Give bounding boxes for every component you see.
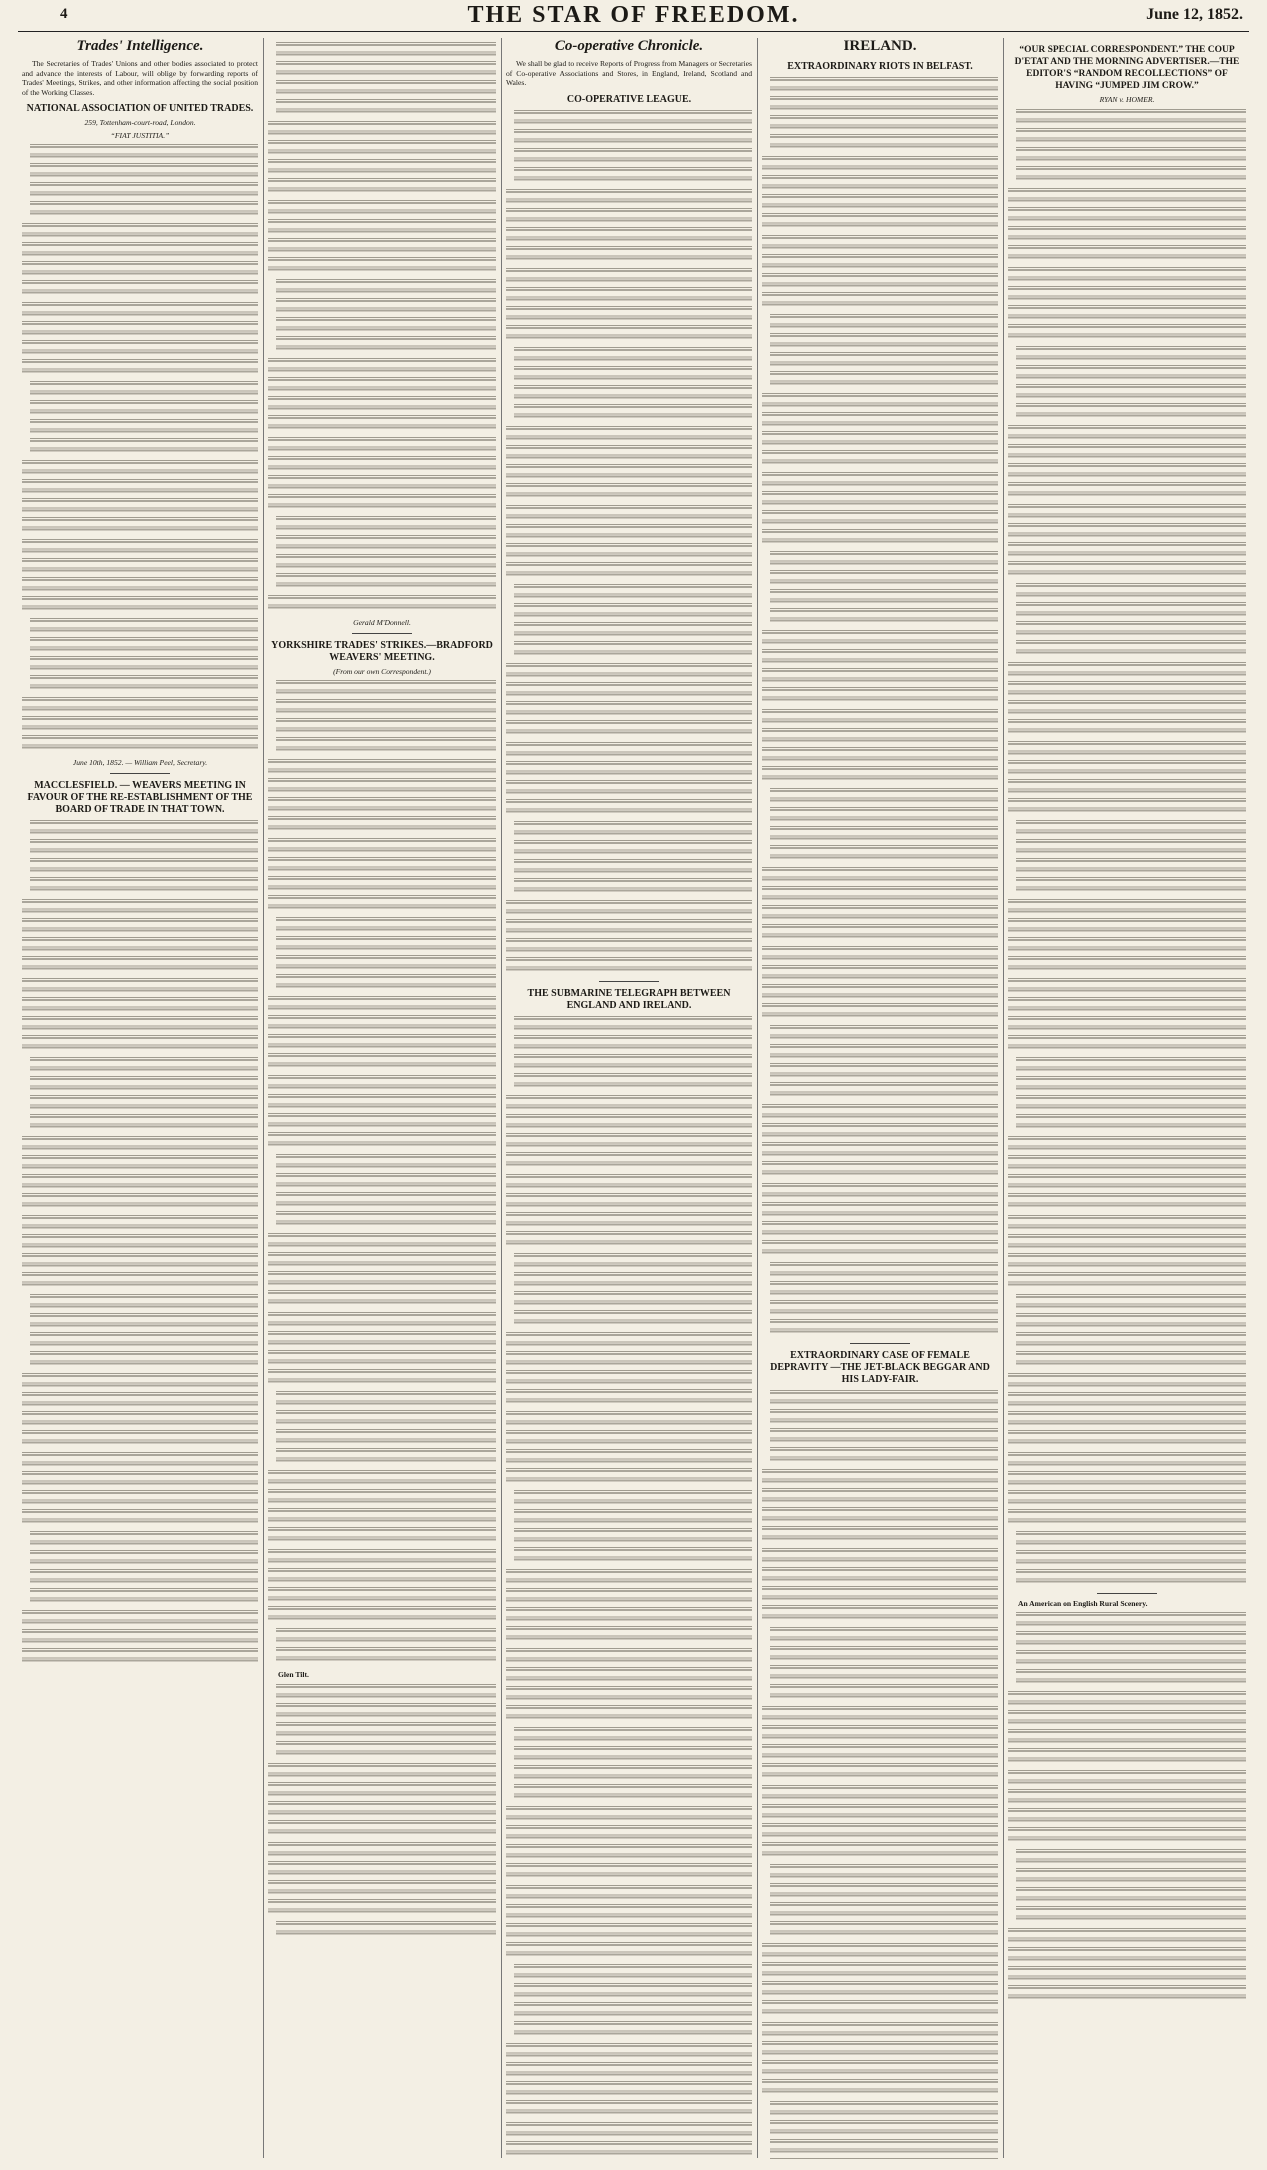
motto: “FIAT JUSTITIA.”	[110, 130, 170, 140]
text-paragraph	[268, 1075, 496, 1151]
text-paragraph	[276, 42, 496, 118]
article-body	[22, 820, 258, 1667]
text-paragraph	[1008, 978, 1246, 1054]
text-paragraph	[514, 1727, 752, 1803]
article-subheading: (From our own Correspondent.)	[333, 666, 431, 676]
article-body	[268, 42, 496, 614]
text-paragraph	[770, 1262, 998, 1338]
text-paragraph	[30, 1057, 258, 1133]
text-paragraph	[22, 978, 258, 1054]
article-body	[268, 1684, 496, 1940]
text-paragraph	[1008, 899, 1246, 975]
text-paragraph	[276, 1684, 496, 1760]
text-paragraph	[22, 899, 258, 975]
text-paragraph	[1016, 1849, 1246, 1925]
text-paragraph	[22, 223, 258, 299]
text-paragraph	[762, 1943, 998, 2019]
text-paragraph	[506, 426, 752, 502]
issue-date: June 12, 1852.	[1146, 6, 1243, 23]
separator	[1097, 1593, 1157, 1594]
text-paragraph	[770, 1025, 998, 1101]
text-paragraph	[30, 144, 258, 220]
text-paragraph	[770, 314, 998, 390]
article-heading: “OUR SPECIAL CORRESPONDENT.” THE COUP D'ETAT AND THE MORNING ADVERTISER.—THE EDITOR'S “RANDOM RECOLLECTIONS” OF HAVING “JUMPED JIM CROW.”	[1014, 45, 1240, 91]
paragraph-lead: An American on English Rural Scenery.	[1018, 1598, 1148, 1608]
text-paragraph	[514, 1490, 752, 1566]
text-paragraph	[1008, 662, 1246, 738]
article-body	[1008, 1612, 1246, 2004]
article-body	[762, 77, 998, 1338]
text-paragraph	[268, 996, 496, 1072]
text-paragraph	[22, 539, 258, 615]
text-paragraph	[770, 788, 998, 864]
secretary-signoff: June 10th, 1852. — William Peel, Secretary.	[72, 758, 208, 767]
text-paragraph	[1016, 1531, 1246, 1588]
text-paragraph	[762, 235, 998, 311]
text-paragraph	[1008, 267, 1246, 343]
article-body	[1008, 109, 1246, 1588]
letter-signoff: Gerald M'Donnell.	[353, 618, 411, 627]
text-paragraph	[268, 1470, 496, 1546]
text-paragraph	[762, 472, 998, 548]
text-paragraph	[268, 437, 496, 513]
text-paragraph	[506, 1648, 752, 1724]
column-letters	[268, 38, 496, 2160]
text-paragraph	[506, 505, 752, 581]
column-divider	[757, 38, 758, 2158]
text-paragraph	[506, 1411, 752, 1487]
address: 259, Tottenham-court-road, London.	[84, 118, 196, 127]
text-paragraph	[1016, 109, 1246, 185]
column-cooperative	[506, 38, 752, 2160]
text-paragraph	[1008, 1770, 1246, 1846]
text-paragraph	[762, 1104, 998, 1180]
text-paragraph	[276, 279, 496, 355]
column-correspondent	[1008, 38, 1246, 2160]
newspaper-title: THE STAR OF FREEDOM.	[467, 2, 800, 28]
text-paragraph	[30, 381, 258, 457]
text-paragraph	[762, 1469, 998, 1545]
text-paragraph	[1008, 188, 1246, 264]
text-paragraph	[506, 900, 752, 976]
separator	[850, 1343, 910, 1344]
text-paragraph	[30, 1531, 258, 1607]
text-paragraph	[268, 121, 496, 197]
text-paragraph	[762, 1706, 998, 1782]
text-paragraph	[1008, 1928, 1246, 2004]
text-paragraph	[1008, 741, 1246, 817]
article-body	[22, 144, 258, 754]
text-paragraph	[762, 156, 998, 232]
text-paragraph	[514, 110, 752, 186]
separator	[110, 773, 170, 774]
article-heading: EXTRAORDINARY CASE OF FEMALE DEPRAVITY —THE JET-BLACK BEGGAR AND HIS LADY-FAIR.	[770, 1350, 990, 1385]
text-paragraph	[1008, 425, 1246, 501]
text-paragraph	[770, 1864, 998, 1940]
text-paragraph	[30, 618, 258, 694]
page-number: 4	[60, 6, 68, 22]
text-paragraph	[762, 1183, 998, 1259]
paragraph-lead: Glen Tilt.	[278, 1670, 309, 1679]
text-paragraph	[30, 820, 258, 896]
text-paragraph	[514, 1253, 752, 1329]
text-paragraph	[276, 680, 496, 756]
text-paragraph	[506, 2043, 752, 2119]
text-paragraph	[1008, 1136, 1246, 1212]
column-ireland	[762, 38, 998, 2160]
text-paragraph	[268, 838, 496, 914]
text-paragraph	[30, 1294, 258, 1370]
text-paragraph	[762, 1785, 998, 1861]
article-heading: EXTRAORDINARY RIOTS IN BELFAST.	[787, 61, 973, 72]
text-paragraph	[506, 1332, 752, 1408]
text-paragraph	[770, 77, 998, 153]
article-heading: CO-OPERATIVE LEAGUE.	[566, 93, 692, 105]
text-paragraph	[506, 1095, 752, 1171]
article-heading: NATIONAL ASSOCIATION OF UNITED TRADES.	[26, 103, 254, 114]
text-paragraph	[1008, 1691, 1246, 1767]
text-paragraph	[770, 551, 998, 627]
byline: RYAN v. HOMER.	[1099, 95, 1155, 104]
text-paragraph	[268, 358, 496, 434]
text-paragraph	[1008, 1215, 1246, 1291]
article-body	[762, 1390, 998, 2160]
text-paragraph	[22, 1452, 258, 1528]
masthead	[0, 0, 1267, 30]
masthead-rule	[18, 31, 1249, 32]
article-heading: MACCLESFIELD. — WEAVERS MEETING IN FAVOUR OF THE RE-ESTABLISHMENT OF THE BOARD OF TRADE IN THAT TOWN.	[27, 779, 253, 815]
text-paragraph	[762, 946, 998, 1022]
text-paragraph	[1016, 346, 1246, 422]
text-paragraph	[276, 917, 496, 993]
article-heading: YORKSHIRE TRADES' STRIKES.—BRADFORD WEAVERS' MEETING.	[271, 639, 493, 663]
text-paragraph	[506, 268, 752, 344]
column-divider	[501, 38, 502, 2158]
section-intro: The Secretaries of Trades' Unions and other bodies associated to protect and advance the interests of Labour, will oblige by forwarding reports of Trades' Meetings, Strikes, and other information affecting the social position of the Working Classes.	[22, 59, 258, 97]
text-paragraph	[514, 1964, 752, 2040]
article-body	[506, 110, 752, 976]
text-paragraph	[762, 867, 998, 943]
text-paragraph	[268, 595, 496, 614]
separator	[599, 981, 659, 982]
text-paragraph	[1016, 820, 1246, 896]
text-paragraph	[506, 663, 752, 739]
section-intro: We shall be glad to receive Reports of Progress from Managers or Secretaries of Co-operative Associations and Stores, in England, Ireland, Scotland and Wales.	[506, 59, 752, 87]
text-paragraph	[1016, 1612, 1246, 1688]
column-trades	[22, 38, 258, 2160]
text-paragraph	[268, 200, 496, 276]
text-paragraph	[276, 516, 496, 592]
text-paragraph	[276, 1154, 496, 1230]
text-paragraph	[770, 2101, 998, 2160]
text-paragraph	[268, 1763, 496, 1839]
text-paragraph	[268, 759, 496, 835]
text-paragraph	[22, 1610, 258, 1667]
text-paragraph	[1016, 1057, 1246, 1133]
text-paragraph	[514, 347, 752, 423]
text-paragraph	[276, 1391, 496, 1467]
text-paragraph	[1008, 504, 1246, 580]
text-paragraph	[506, 1885, 752, 1961]
text-paragraph	[22, 1373, 258, 1449]
text-paragraph	[276, 1628, 496, 1666]
article-heading: THE SUBMARINE TELEGRAPH BETWEEN ENGLAND AND IRELAND.	[527, 987, 731, 1011]
column-divider	[1003, 38, 1004, 2158]
article-body	[506, 1016, 752, 2161]
separator	[352, 633, 412, 634]
text-paragraph	[268, 1842, 496, 1918]
section-heading: IRELAND.	[843, 38, 917, 54]
text-paragraph	[22, 302, 258, 378]
text-paragraph	[506, 1569, 752, 1645]
text-paragraph	[762, 709, 998, 785]
text-paragraph	[506, 2122, 752, 2161]
text-paragraph	[762, 2022, 998, 2098]
article-body	[268, 680, 496, 1666]
text-paragraph	[770, 1390, 998, 1466]
text-paragraph	[506, 1174, 752, 1250]
text-paragraph	[22, 697, 258, 754]
text-paragraph	[1016, 1294, 1246, 1370]
text-paragraph	[762, 1548, 998, 1624]
text-paragraph	[22, 1215, 258, 1291]
section-heading: Co-operative Chronicle.	[554, 38, 704, 54]
text-paragraph	[268, 1233, 496, 1309]
text-paragraph	[770, 1627, 998, 1703]
text-paragraph	[22, 460, 258, 536]
text-paragraph	[276, 1921, 496, 1940]
column-divider	[263, 38, 264, 2158]
text-paragraph	[268, 1549, 496, 1625]
text-paragraph	[268, 1312, 496, 1388]
text-paragraph	[1008, 1373, 1246, 1449]
text-paragraph	[762, 393, 998, 469]
text-paragraph	[506, 742, 752, 818]
text-paragraph	[1008, 1452, 1246, 1528]
section-heading: Trades' Intelligence.	[76, 38, 204, 54]
text-paragraph	[1016, 583, 1246, 659]
text-paragraph	[762, 630, 998, 706]
text-paragraph	[514, 584, 752, 660]
text-paragraph	[22, 1136, 258, 1212]
text-paragraph	[514, 821, 752, 897]
text-paragraph	[506, 189, 752, 265]
text-paragraph	[514, 1016, 752, 1092]
text-paragraph	[506, 1806, 752, 1882]
